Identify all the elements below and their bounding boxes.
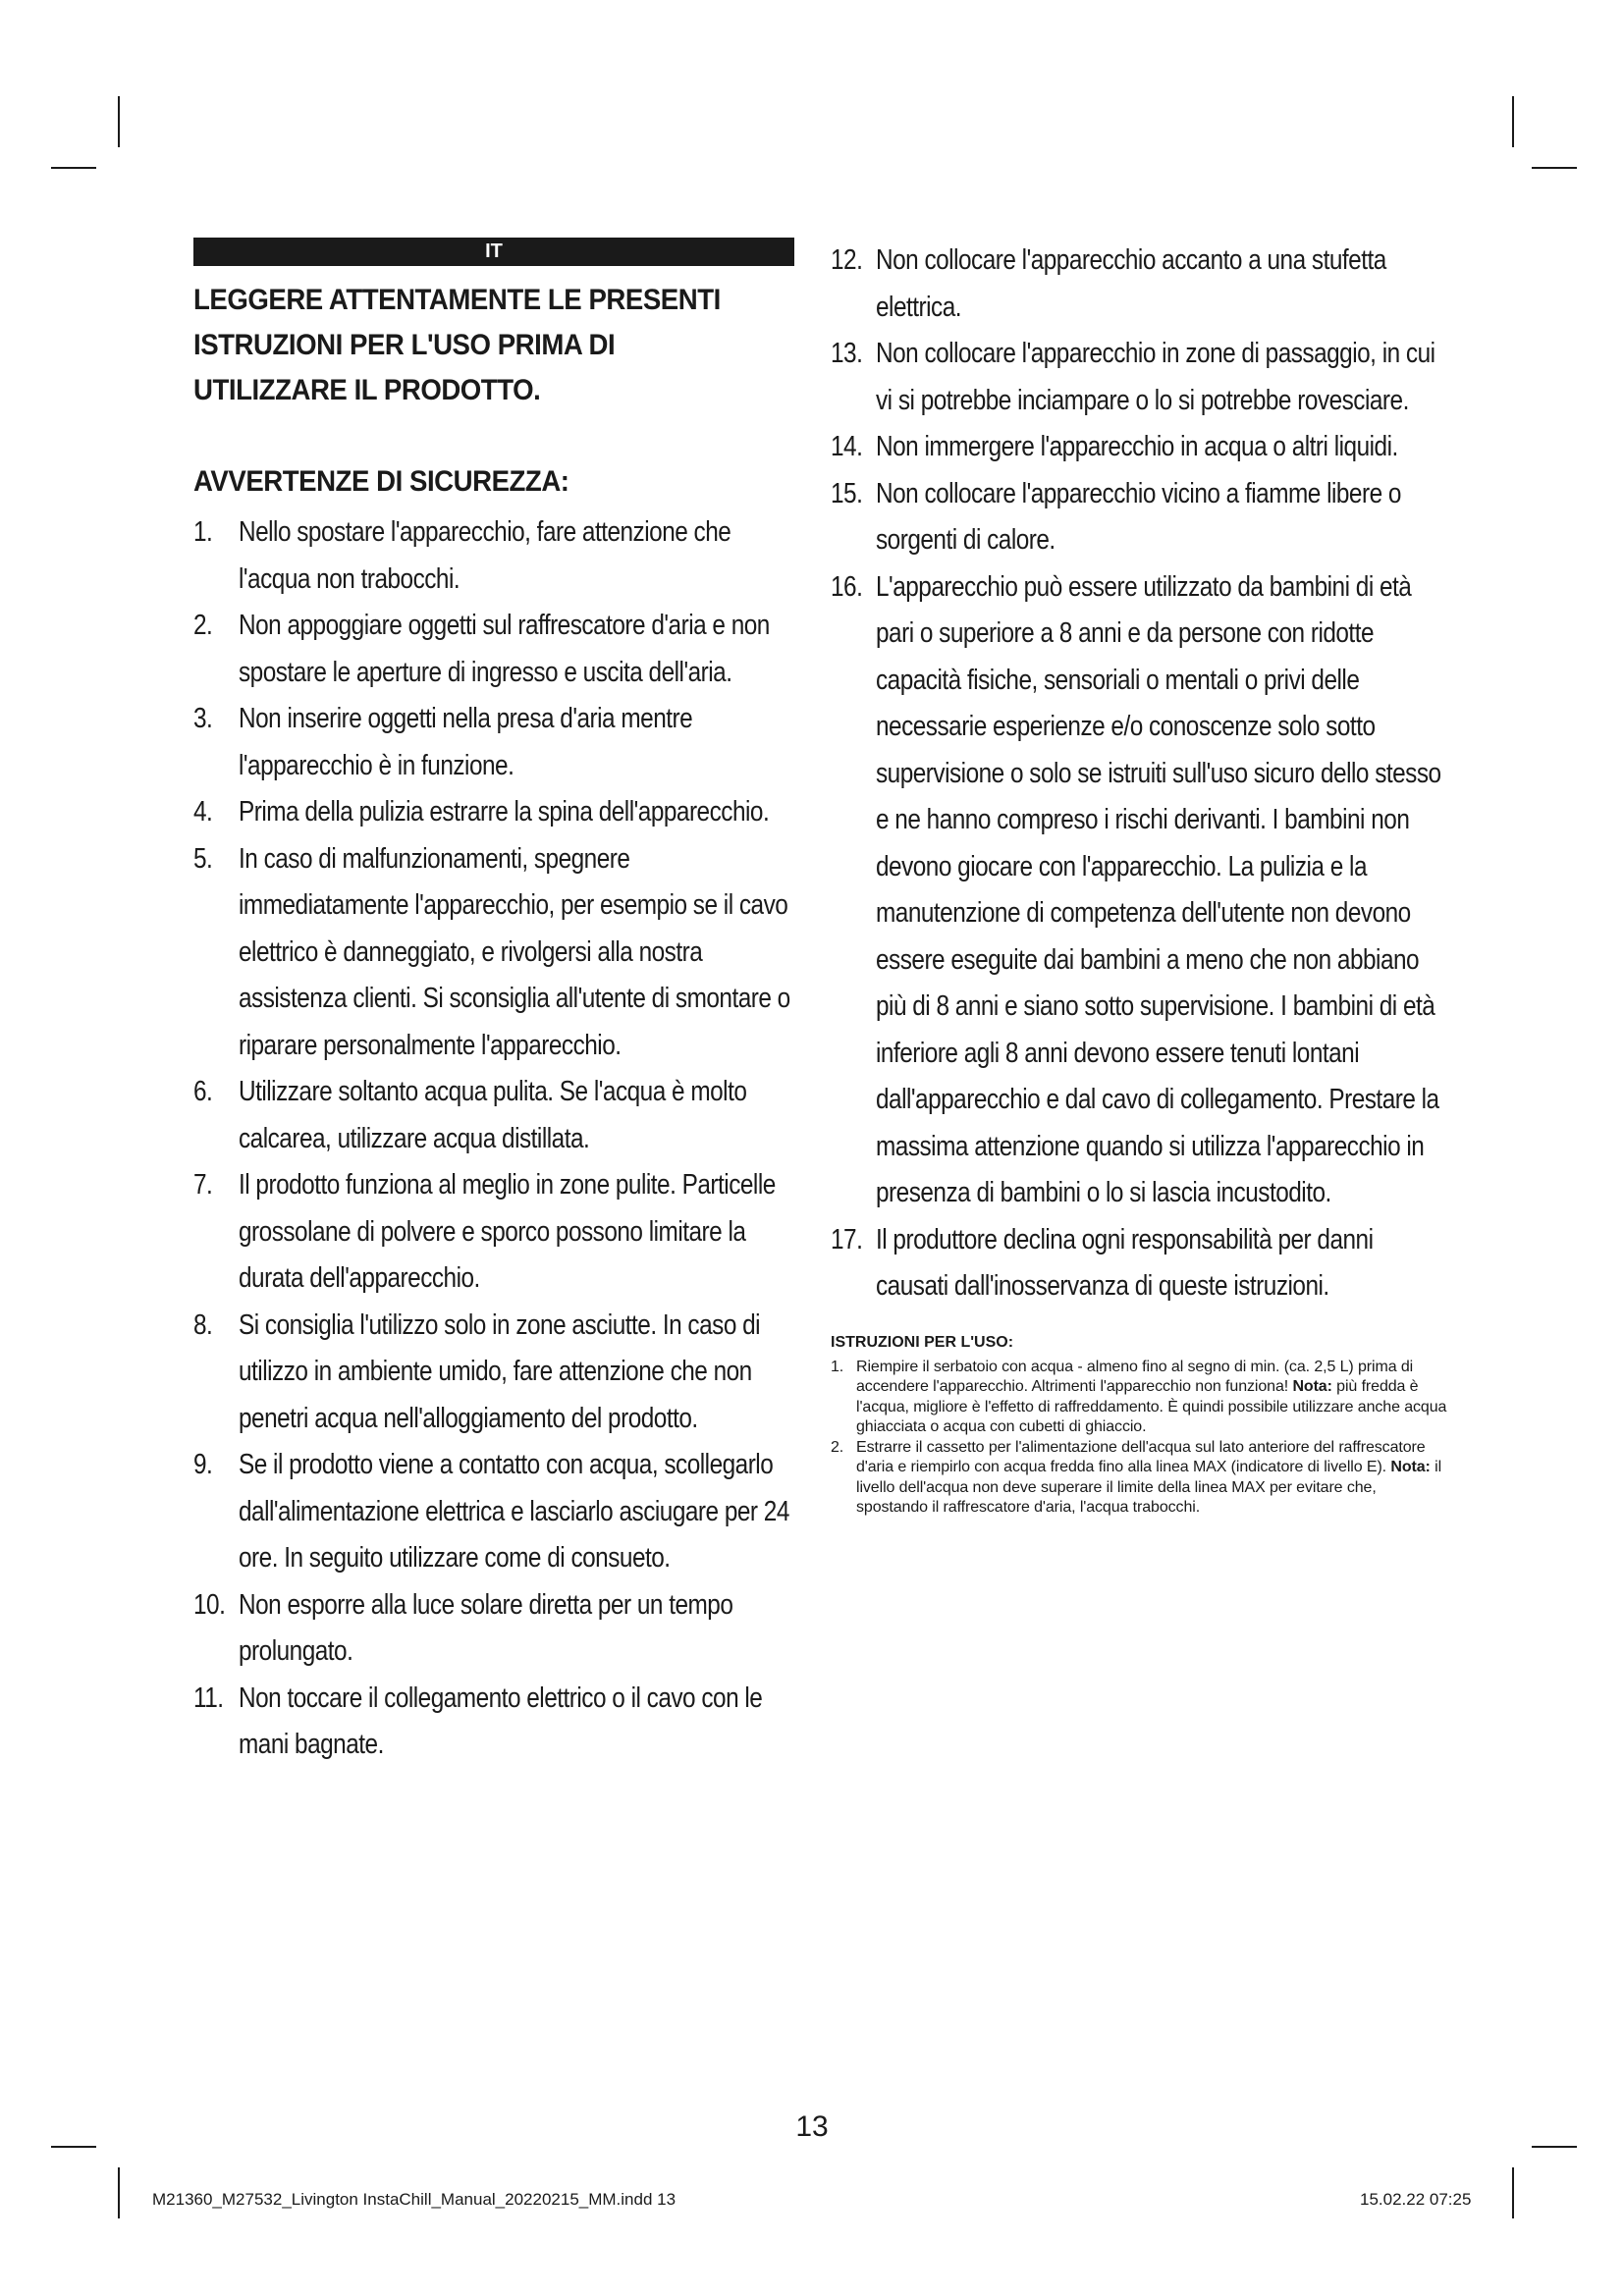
item-number: 7. bbox=[193, 1169, 213, 1201]
list-item bbox=[193, 836, 794, 1070]
item-number: 17. bbox=[831, 1223, 863, 1255]
left-column bbox=[193, 238, 794, 1769]
item-number: 13. bbox=[831, 338, 863, 369]
item-text: Non collocare l'apparecchio in zone di passaggio, in cui vi si potrebbe inciampare o lo si potrebbe rovesciare. bbox=[876, 338, 1435, 416]
item-text: più fredda è l'acqua, migliore è l'effetto di raffreddamento. È quindi possibile utilizzare anche acqua ghiacciata o acqua con cubetti di ghiaccio. bbox=[856, 1378, 1447, 1435]
item-text: Prima della pulizia estrarre la spina dell'apparecchio. bbox=[239, 796, 770, 828]
item-number: 3. bbox=[193, 703, 213, 734]
item-text: Si consiglia l'utilizzo solo in zone asciutte. In caso di utilizzo in ambiente umido, fare attenzione che non penetri acqua nell'alloggiamento del prodotto. bbox=[239, 1308, 761, 1434]
item-text: Se il prodotto viene a contatto con acqua, scollegarlo dall'alimentazione elettrica e lasciarlo asciugare per 24 ore. In seguito utilizzare come di consueto. bbox=[239, 1449, 789, 1574]
safety-heading: AVVERTENZE DI SICUREZZA: bbox=[193, 465, 569, 498]
item-number: 16. bbox=[831, 570, 863, 603]
item-text: Il prodotto funziona al meglio in zone pulite. Particelle grossolane di polvere e sporco possono limitare la durata dell'apparecchio. bbox=[239, 1169, 776, 1294]
item-text: Il produttore declina ogni responsabilità per danni causati dall'inosservanza di queste istruzioni. bbox=[876, 1223, 1374, 1302]
main-heading: LEGGERE ATTENTAMENTE LE PRESENTI ISTRUZIONI PER L'USO PRIMA DI UTILIZZARE IL PRODOTTO. bbox=[193, 284, 721, 406]
list-item bbox=[831, 238, 1449, 331]
item-text: Non appoggiare oggetti sul raffrescatore d'aria e non spostare le aperture di ingresso e uscita dell'aria. bbox=[239, 610, 770, 688]
item-text: Non immergere l'apparecchio in acqua o altri liquidi. bbox=[876, 431, 1398, 462]
item-text: In caso di malfunzionamenti, spegnere immediatamente l'apparecchio, per esempio se il cavo elettrico è danneggiato, e rivolgersi alla nostra assistenza clienti. Si sconsiglia all'utente di smontare o riparare personalmente l'apparecchio. bbox=[239, 842, 790, 1061]
item-text: Non esporre alla luce solare diretta per un tempo prolungato. bbox=[239, 1588, 733, 1667]
safety-list bbox=[193, 509, 794, 1769]
item-number: 9. bbox=[193, 1449, 213, 1480]
item-text: Estrarre il cassetto per l'alimentazione dell'acqua sul lato anteriore del raffrescatore d'aria e riempirlo con acqua fredda fino alla linea MAX (indicatore di livello E). bbox=[856, 1438, 1426, 1475]
item-number: 1. bbox=[193, 516, 213, 548]
list-item bbox=[193, 1582, 794, 1676]
crop-mark bbox=[118, 2167, 120, 2218]
item-number: 2. bbox=[193, 610, 213, 641]
list-item bbox=[831, 424, 1449, 471]
usage-list bbox=[831, 1358, 1449, 1519]
list-item bbox=[193, 696, 794, 789]
safety-list-continued bbox=[831, 238, 1449, 1310]
item-text: L'apparecchio può essere utilizzato da bambini di età pari o superiore a 8 anni e da persone con ridotte capacità fisiche, sensoriali o mentali o privi delle necessarie esperienze e/o conoscenze solo sotto supervisione o solo se istruiti sull'uso sicuro dello stesso e ne hanno compreso i rischi derivanti. I bambini non devono giocare con l'apparecchio. La pulizia e la manutenzione di competenza dell'utente non devono essere eseguite dai bambini a meno che non abbiano più di 8 anni e siano sotto supervisione. I bambini di età inferiore agli 8 anni devono essere tenuti lontani dall'apparecchio e dal cavo di collegamento. Prestare la massima attenzione quando si utilizza l'apparecchio in presenza di bambini o lo si lascia incustodito. bbox=[876, 570, 1441, 1208]
list-item bbox=[831, 1358, 1449, 1438]
crop-mark bbox=[1532, 167, 1577, 169]
item-number: 12. bbox=[831, 244, 863, 276]
item-text: Riempire il serbatoio con acqua - almeno fino al segno di min. (ca. 2,5 L) prima di accendere l'apparecchio. Altrimenti l'apparecchio non funziona! bbox=[856, 1358, 1414, 1395]
right-column bbox=[831, 238, 1449, 1519]
crop-mark bbox=[51, 2146, 96, 2148]
crop-mark bbox=[1512, 2167, 1514, 2218]
item-text: Non collocare l'apparecchio vicino a fiamme libere o sorgenti di calore. bbox=[876, 477, 1401, 556]
item-number: 11. bbox=[193, 1682, 224, 1714]
list-item bbox=[831, 1217, 1449, 1310]
list-item bbox=[193, 1069, 794, 1162]
crop-mark bbox=[1532, 2146, 1577, 2148]
language-tag: IT bbox=[193, 238, 794, 266]
item-text: Utilizzare soltanto acqua pulita. Se l'acqua è molto calcarea, utilizzare acqua distillata. bbox=[239, 1076, 747, 1154]
list-item bbox=[193, 1442, 794, 1582]
page-number: 13 bbox=[795, 2110, 829, 2143]
note-label: Nota: bbox=[1292, 1378, 1332, 1395]
item-number: 14. bbox=[831, 431, 863, 462]
usage-section bbox=[831, 1332, 1449, 1519]
item-number: 6. bbox=[193, 1076, 213, 1107]
item-number: 15. bbox=[831, 477, 863, 509]
footer-datetime: 15.02.22 07:25 bbox=[1360, 2190, 1472, 2209]
list-item bbox=[831, 1438, 1449, 1519]
list-item bbox=[193, 509, 794, 603]
list-item bbox=[193, 1676, 794, 1769]
crop-mark bbox=[118, 96, 120, 147]
crop-mark bbox=[1512, 96, 1514, 147]
item-text: Non toccare il collegamento elettrico o il cavo con le mani bagnate. bbox=[239, 1682, 763, 1760]
item-number: 8. bbox=[193, 1308, 213, 1341]
usage-heading: ISTRUZIONI PER L'USO: bbox=[831, 1333, 1014, 1351]
list-item bbox=[193, 789, 794, 836]
crop-mark bbox=[51, 167, 96, 169]
item-number: 10. bbox=[193, 1588, 226, 1621]
list-item bbox=[831, 471, 1449, 564]
list-item bbox=[193, 1303, 794, 1443]
list-item bbox=[193, 1162, 794, 1303]
list-item bbox=[831, 331, 1449, 424]
item-number: 2. bbox=[831, 1438, 844, 1456]
item-number: 5. bbox=[193, 842, 213, 875]
item-text: Nello spostare l'apparecchio, fare attenzione che l'acqua non trabocchi. bbox=[239, 516, 731, 595]
list-item bbox=[193, 603, 794, 696]
item-number: 1. bbox=[831, 1358, 844, 1375]
note-label: Nota: bbox=[1390, 1459, 1431, 1475]
list-item bbox=[831, 564, 1449, 1217]
footer-filename: M21360_M27532_Livington InstaChill_Manual_20220215_MM.indd 13 bbox=[152, 2190, 677, 2209]
item-text: il livello dell'acqua non deve superare il limite della linea MAX per evitare che, spostando il raffrescatore d'aria, l'acqua trabocchi. bbox=[856, 1459, 1442, 1516]
item-text: Non inserire oggetti nella presa d'aria mentre l'apparecchio è in funzione. bbox=[239, 703, 693, 781]
item-number: 4. bbox=[193, 796, 213, 828]
item-text: Non collocare l'apparecchio accanto a una stufetta elettrica. bbox=[876, 244, 1386, 323]
